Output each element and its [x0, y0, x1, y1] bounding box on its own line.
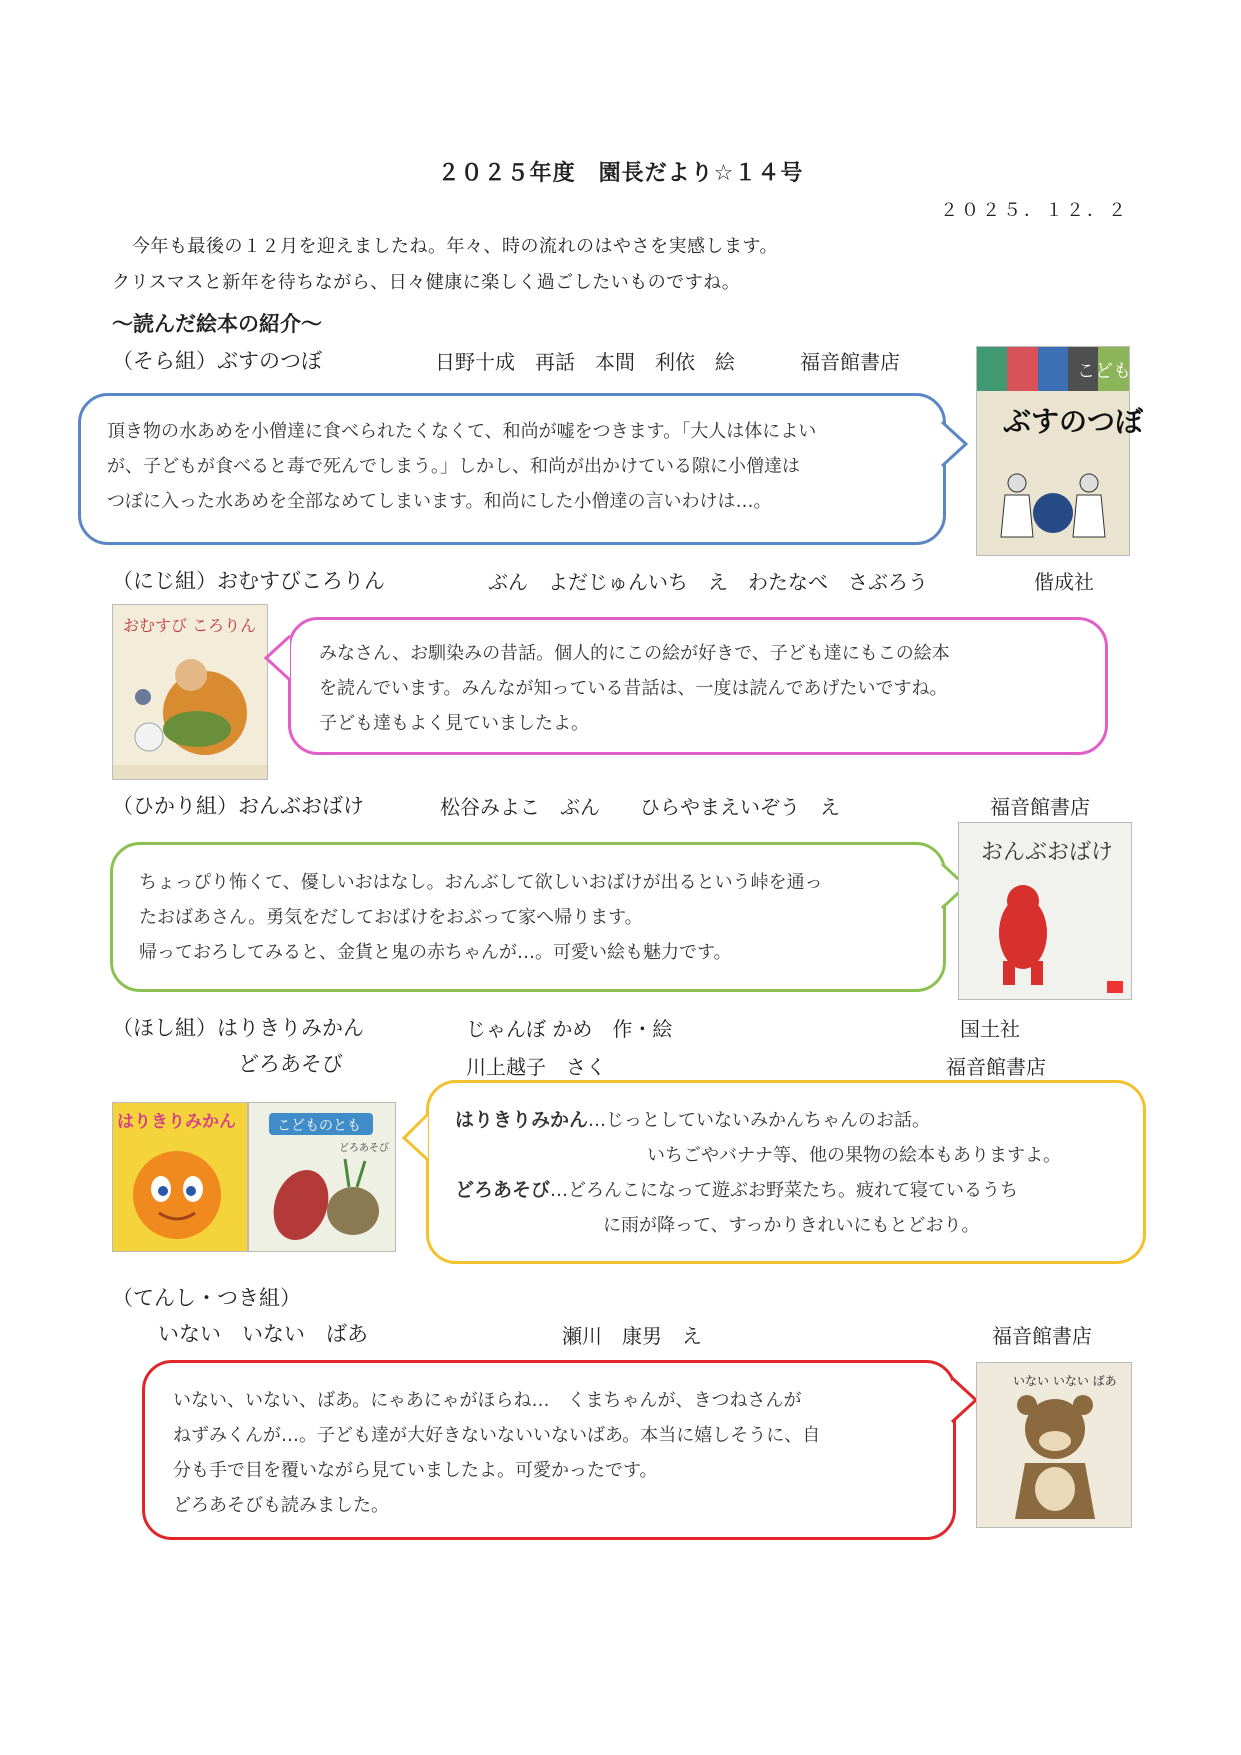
hikari-class-title: （ひかり組）おんぶおばけ: [112, 794, 364, 818]
niji-cover-title: おむすび ころりん: [123, 616, 257, 635]
hoshi-title-2: [238, 1048, 343, 1078]
tenshi-bubble-line: いない、いない、ばあ。にゃあにゃがほらね… くまちゃんが、きつねさんが: [173, 1390, 802, 1411]
intro-line-2: クリスマスと新年を待ちながら、日々健康に楽しく過ごしたいものですね。: [112, 272, 741, 293]
niji-heading: [112, 565, 385, 595]
sora-cover-header: こどものとも: [1077, 361, 1185, 382]
sora-class-title: （そら組）ぶすのつぼ: [112, 349, 322, 373]
niji-speech-bubble: [288, 617, 1108, 755]
sora-cover-art: [977, 347, 1185, 555]
sora-bubble-line: つぼに入った水あめを全部なめてしまいます。和尚にした小僧達の言いわけは…。: [107, 491, 772, 512]
niji-bubble-tail: [262, 634, 292, 684]
tenshi-publisher: 福音館書店: [992, 1324, 1092, 1348]
sora-speech-bubble: [78, 393, 946, 545]
hikari-bubble-line: 帰っておろしてみると、金貨と鬼の赤ちゃんが…。可愛い絵も魅力です。: [139, 942, 732, 963]
hoshi-publisher-1: 国土社: [960, 1017, 1020, 1041]
hoshi-bubble-text: …じっとしていないみかんちゃんのお話。: [588, 1110, 931, 1131]
sora-heading: [112, 345, 322, 375]
niji-cover-art: [113, 605, 267, 779]
tenshi-bubble-line: どろあそびも読みました。: [173, 1495, 389, 1516]
hoshi-bubble-title-1: はりきりみかん: [455, 1109, 589, 1131]
tenshi-cover-title: いない いない ばあ: [1013, 1374, 1117, 1388]
hikari-bubble-line: たおばあさん。勇気をだしておばけをおぶって家へ帰ります。: [139, 907, 643, 928]
hoshi-bubble-tail: [400, 1112, 430, 1164]
issue-date: ２０２５．１２．２: [940, 200, 1129, 221]
hoshi-bubble-title-2: どろあそび: [455, 1179, 551, 1201]
tenshi-credit: 瀬川 康男 え: [562, 1324, 702, 1348]
hoshi-cover-2-header: こどものとも: [277, 1118, 361, 1134]
intro-line-1: 今年も最後の１２月を迎えましたね。年々、時の流れのはやさを実感します。: [132, 236, 779, 257]
tenshi-bubble-line: 分も手で目を覆いながら見ていましたよ。可愛かったです。: [173, 1460, 658, 1481]
niji-book-cover: [112, 604, 268, 780]
hoshi-book-cover-1: [112, 1102, 248, 1252]
sora-bubble-line: 頂き物の水あめを小僧達に食べられたくなくて、和尚が嘘をつきます。「大人は体によい: [107, 421, 817, 442]
sora-cover-title: ぶすのつぼ: [1003, 405, 1144, 438]
sora-book-cover: [976, 346, 1185, 556]
hikari-speech-bubble: [110, 842, 946, 992]
sora-credit: 日野十成 再話 本間 利依 絵: [435, 350, 735, 374]
tenshi-heading: [112, 1282, 301, 1312]
hikari-heading: [112, 790, 364, 820]
hikari-cover-title: おんぶおばけ: [981, 840, 1114, 865]
sora-publisher: 福音館書店: [800, 350, 900, 374]
hikari-cover-art: [959, 823, 1131, 999]
hoshi-bubble-text: に雨が降って、すっかりきれいにもとどおり。: [603, 1215, 980, 1236]
niji-bubble-line: 子ども達もよく見ていましたよ。: [319, 713, 589, 734]
hikari-publisher: 福音館書店: [990, 795, 1090, 819]
hoshi-book-cover-2: [248, 1102, 396, 1252]
hikari-credit: 松谷みよこ ぶん ひらやまえいぞう え: [440, 795, 840, 819]
tenshi-book-title: [158, 1318, 368, 1348]
hoshi-heading: [112, 1012, 364, 1042]
hoshi-credit-1: じゃんぼ かめ 作・絵: [466, 1017, 673, 1041]
niji-bubble-line: みなさん、お馴染みの昔話。個人的にこの絵が好きで、子ども達にもこの絵本: [319, 643, 950, 664]
hoshi-bubble-text: いちごやバナナ等、他の果物の絵本もありますよ。: [647, 1145, 1061, 1166]
niji-publisher: 偕成社: [1034, 570, 1094, 594]
tenshi-speech-bubble: [142, 1360, 956, 1540]
hoshi-cover-2-title: どろあそび: [339, 1143, 389, 1154]
section-title: ～読んだ絵本の紹介～: [112, 312, 322, 336]
tenshi-book-cover: [976, 1362, 1132, 1528]
hoshi-credit-2: 川上越子 さく: [466, 1055, 606, 1079]
hoshi-publisher-2: 福音館書店: [946, 1055, 1046, 1079]
tenshi-class-title: （てんし・つき組）: [112, 1286, 301, 1310]
tenshi-cover-art: [977, 1363, 1131, 1527]
page-title: ２０２５年度 園長だより☆１４号: [437, 161, 804, 186]
tenshi-book-title-text: いない いない ばあ: [158, 1322, 368, 1346]
hoshi-speech-bubble: [426, 1080, 1146, 1264]
hoshi-class-title: （ほし組）はりきりみかん: [112, 1016, 364, 1040]
hoshi-cover-1-art: [113, 1103, 247, 1251]
sora-bubble-tail: [940, 420, 970, 470]
hikari-bubble-line: ちょっぴり怖くて、優しいおはなし。おんぶして欲しいおばけが出るという峠を通っ: [139, 872, 823, 893]
hoshi-cover-1-title: はりきりみかん: [117, 1112, 236, 1132]
sora-bubble-line: が、子どもが食べると毒で死んでしまう。」しかし、和尚が出かけている隙に小僧達は: [107, 456, 800, 477]
hikari-book-cover: [958, 822, 1132, 1000]
hoshi-title-2-text: どろあそび: [238, 1052, 343, 1076]
tenshi-bubble-line: ねずみくんが…。子ども達が大好きないないいないばあ。本当に嬉しそうに、自: [173, 1425, 821, 1446]
niji-bubble-line: を読んでいます。みんなが知っている昔話は、一度は読んであげたいですね。: [319, 678, 948, 699]
hoshi-cover-2-art: [249, 1103, 395, 1251]
hoshi-bubble-text: …どろんこになって遊ぶお野菜たち。疲れて寝ているうち: [550, 1180, 1019, 1201]
niji-class-title: （にじ組）おむすびころりん: [112, 569, 385, 593]
niji-credit: ぶん よだじゅんいち え わたなべ さぶろう: [488, 570, 928, 594]
